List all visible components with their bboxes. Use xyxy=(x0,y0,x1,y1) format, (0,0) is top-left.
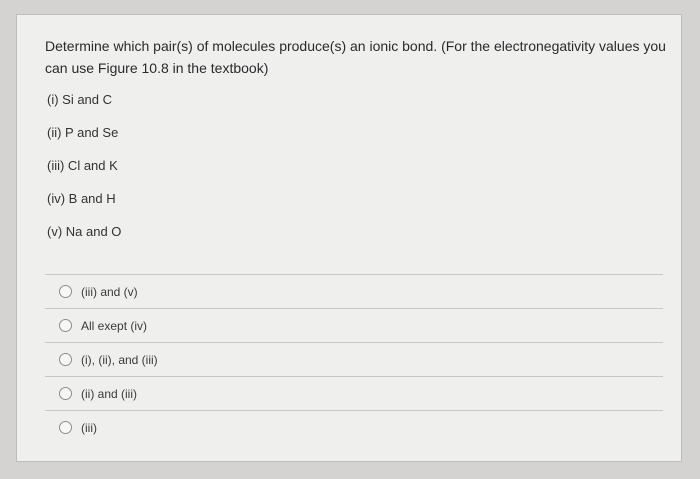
answer-option-2[interactable] xyxy=(45,308,663,342)
radio-button-icon[interactable] xyxy=(59,387,72,400)
answer-option-4[interactable] xyxy=(45,376,663,410)
radio-button-icon[interactable] xyxy=(59,421,72,434)
answer-options xyxy=(45,274,663,444)
answer-option-5[interactable] xyxy=(45,410,663,444)
statement-i: (i) Si and C xyxy=(47,92,113,107)
statement-ii: (ii) P and Se xyxy=(47,125,119,140)
answer-option-label: (i), (ii), and (iii) xyxy=(81,352,158,367)
radio-button-icon[interactable] xyxy=(59,319,72,332)
answer-option-label: All exept (iv) xyxy=(81,318,148,333)
answer-option-label: (ii) and (iii) xyxy=(81,386,138,401)
question-prompt: Determine which pair(s) of molecules produce(s) an ionic bond. (For the electronegativity values you can use Figure 10.8 in the textbook) xyxy=(45,38,666,76)
statement-v: (v) Na and O xyxy=(47,224,122,239)
answer-option-label: (iii) xyxy=(81,420,97,435)
answer-option-1[interactable] xyxy=(45,274,663,308)
question-card xyxy=(16,14,682,462)
radio-button-icon[interactable] xyxy=(59,353,72,366)
answer-option-label: (iii) and (v) xyxy=(81,284,138,299)
answer-option-3[interactable] xyxy=(45,342,663,376)
statement-iii: (iii) Cl and K xyxy=(47,158,118,173)
statement-iv: (iv) B and H xyxy=(47,191,116,206)
radio-button-icon[interactable] xyxy=(59,285,72,298)
